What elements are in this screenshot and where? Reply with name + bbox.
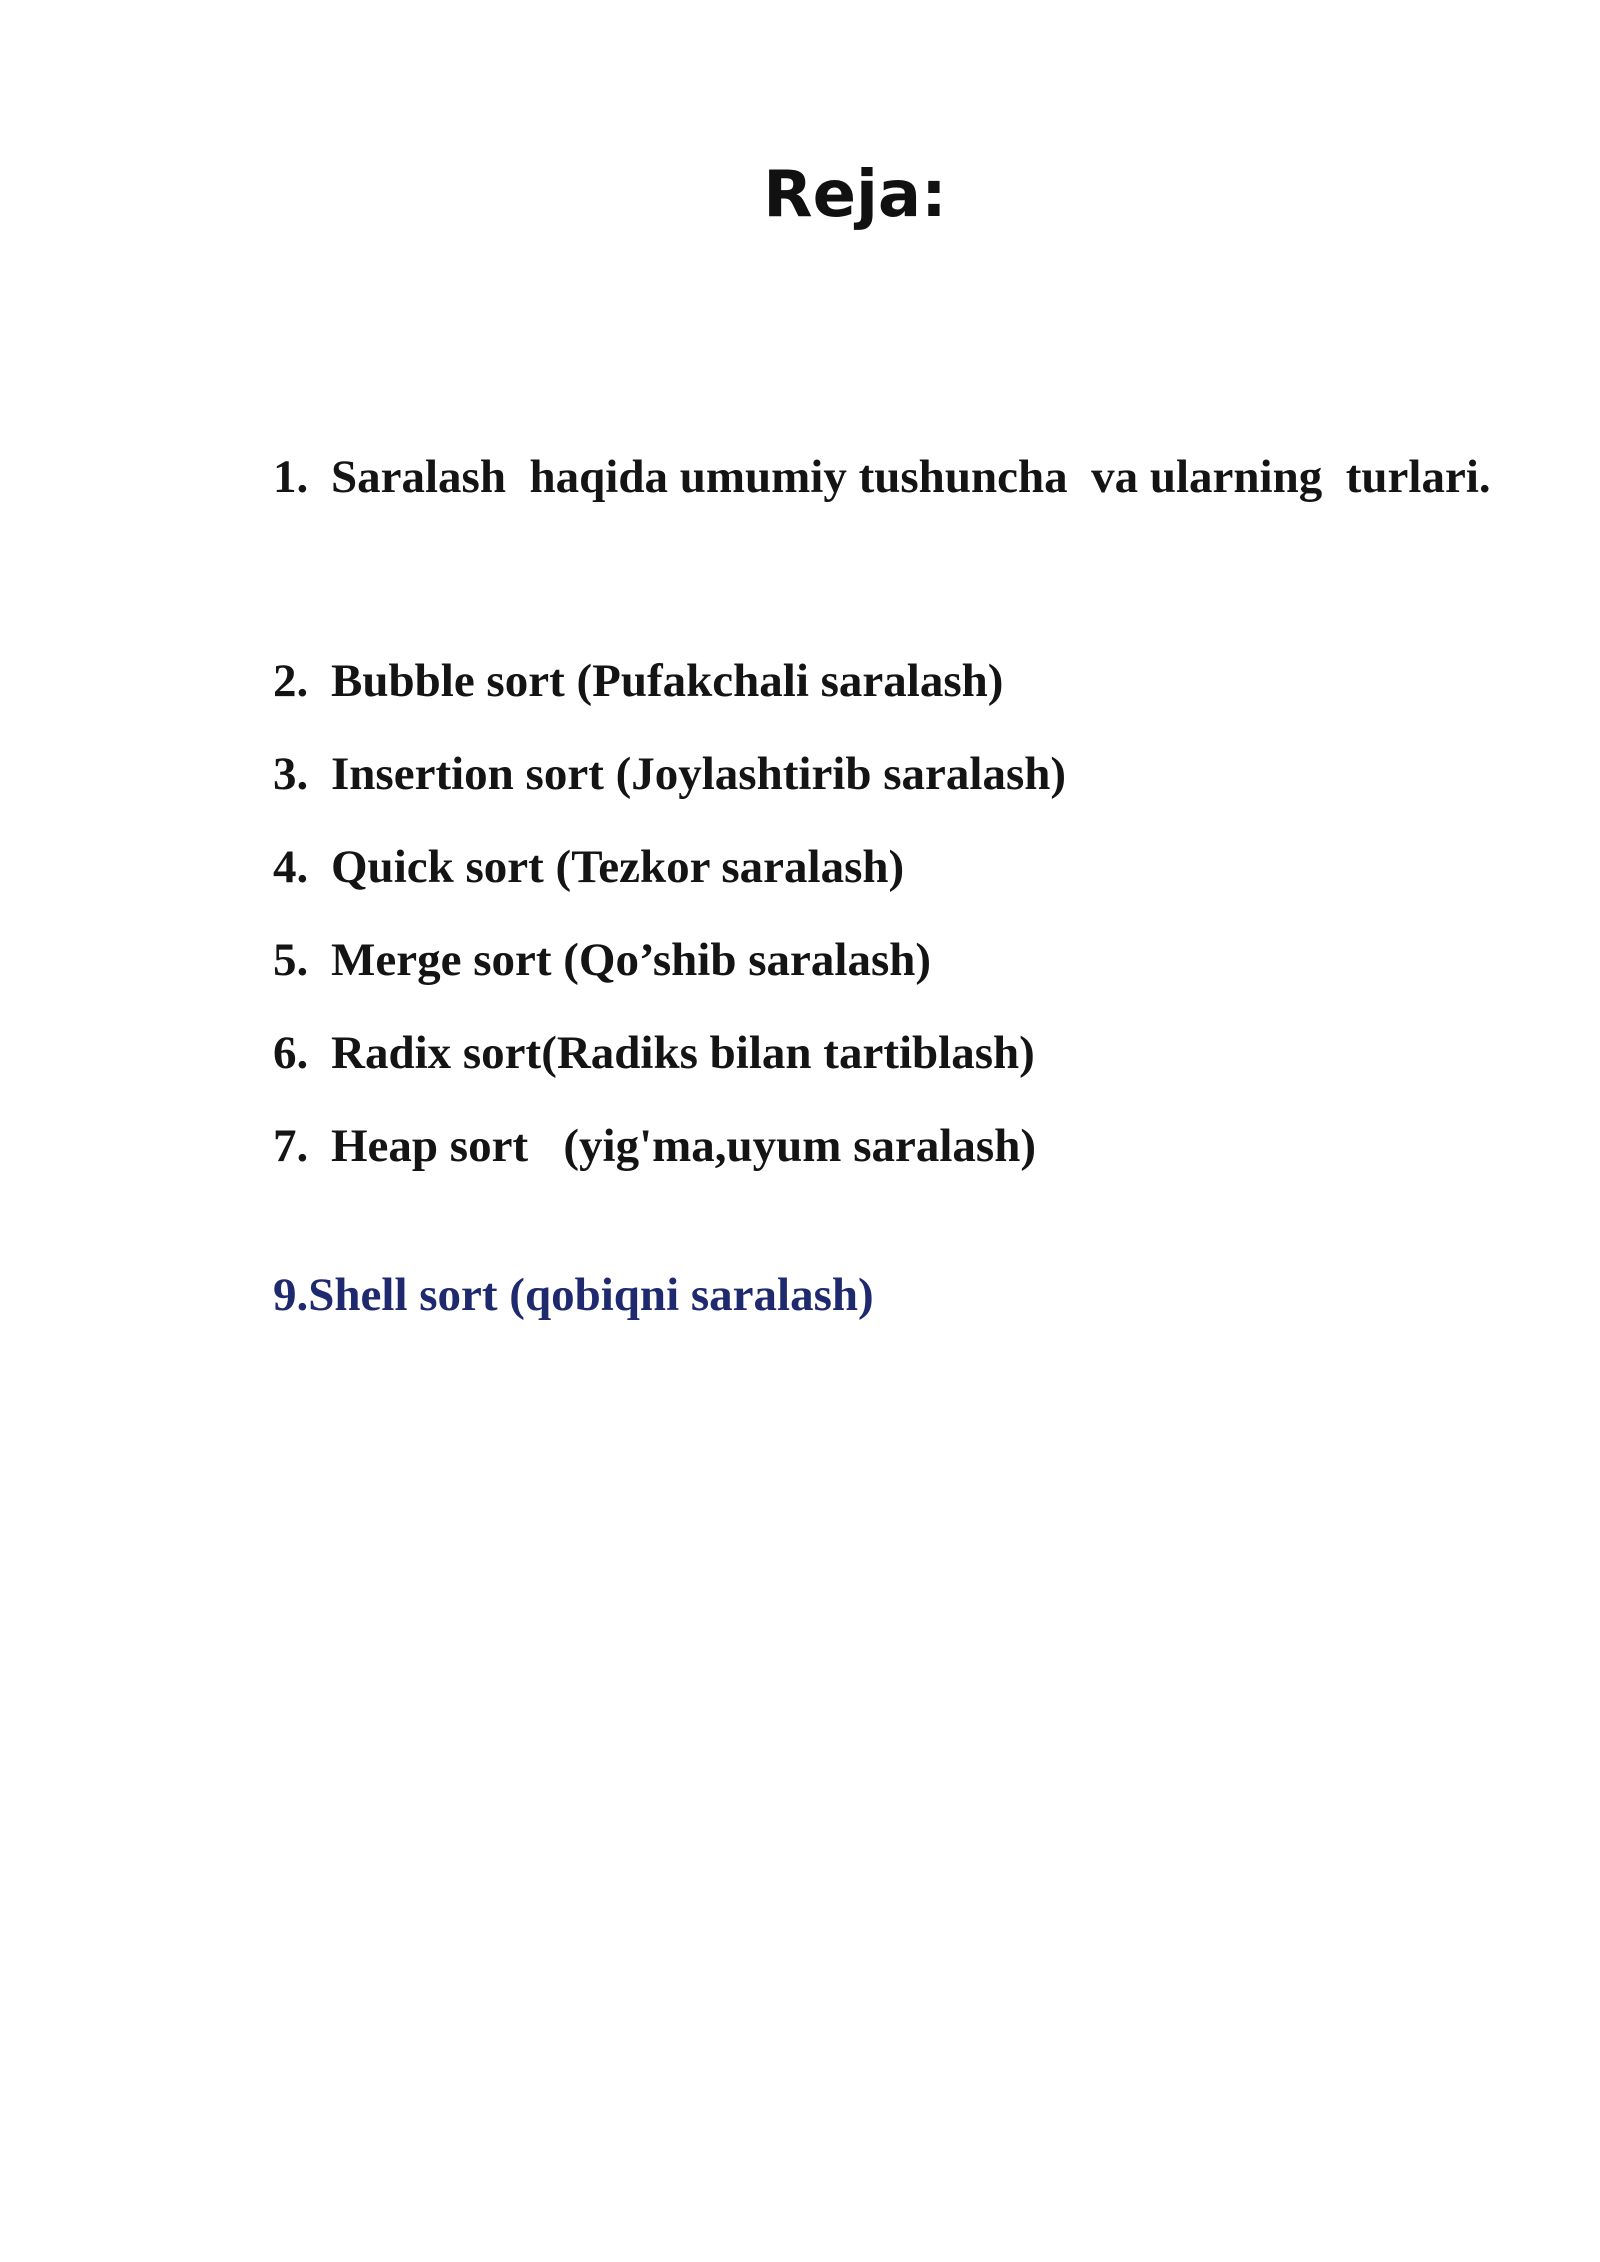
item-number: 4. (273, 841, 309, 893)
page-title: Reja: (763, 158, 947, 232)
item-text: Heap sort (yig'ma,uyum saralash) (331, 1120, 1036, 1172)
item-number: 6. (273, 1027, 309, 1079)
item-text: Insertion sort (Joylashtirib saralash) (331, 748, 1067, 800)
item-text: Quick sort (Tezkor saralash) (331, 841, 905, 893)
item-number: 5. (273, 934, 309, 986)
plan-item-1 (226, 393, 1491, 561)
plan-item-7 (226, 1062, 1036, 1230)
item-text: Radix sort(Radiks bilan tartiblash) (331, 1027, 1035, 1079)
item-number: 7. (273, 1120, 309, 1172)
item-number: 2. (273, 655, 309, 707)
plan-item-9 (226, 1211, 874, 1379)
item-text: Bubble sort (Pufakchali saralash) (331, 655, 1004, 707)
item-text: Shell sort (qobiqni saralash) (308, 1269, 874, 1321)
item-text: Saralash haqida umumiy tushuncha va ularning turlari. (331, 451, 1491, 503)
item-text: Merge sort (Qo’shib saralash) (331, 934, 932, 986)
item-number: 3. (273, 748, 309, 800)
item-number: 1. (273, 451, 309, 503)
item-number: 9. (273, 1269, 309, 1321)
